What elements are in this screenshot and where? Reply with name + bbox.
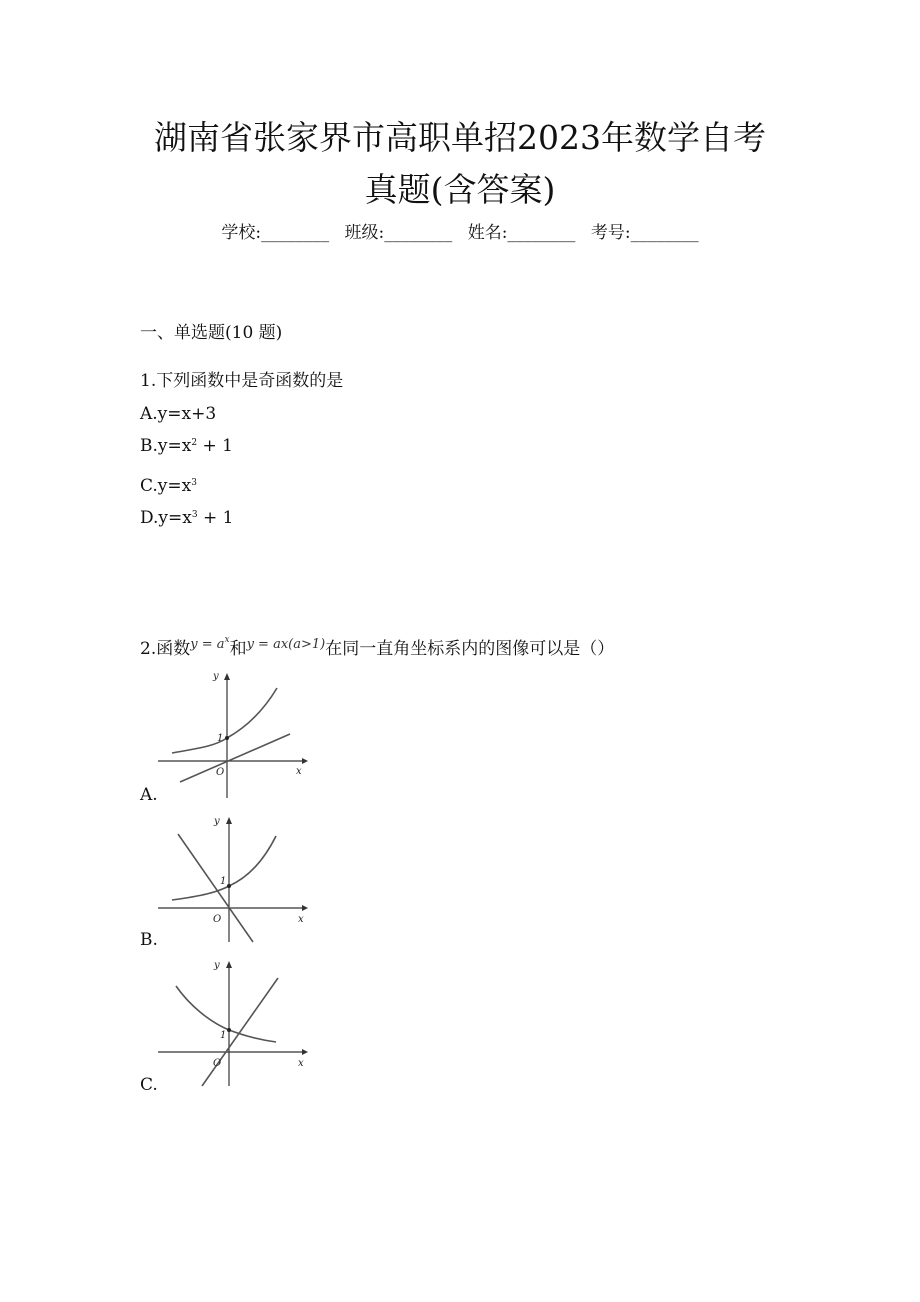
x-label: x — [296, 766, 302, 777]
x-label: x — [298, 914, 304, 925]
q1-c-sup: 3 — [191, 478, 197, 488]
q2-suffix: 在同一直角坐标系内的图像可以是（） — [325, 639, 615, 659]
school-field: 学校:________ — [221, 223, 330, 243]
graph-option-a — [150, 668, 320, 800]
q1-option-d — [140, 508, 233, 528]
q2-formula-1-sup: x — [224, 635, 230, 645]
point-one — [227, 1028, 231, 1032]
q2-prefix: 2.函数 — [140, 639, 191, 659]
q2-stem — [140, 634, 614, 659]
student-info — [0, 218, 920, 243]
page-title — [60, 112, 860, 216]
class-field: 班级:________ — [344, 223, 453, 243]
y-arrow — [226, 817, 232, 824]
section-title: 一、单选题(10 题) — [140, 323, 283, 343]
point-one — [225, 736, 229, 740]
q2-formula-2: y = ax(a>1) — [246, 637, 326, 652]
q1-option-c — [140, 476, 197, 496]
q1-b-suffix: + 1 — [197, 436, 233, 456]
number-field: 考号:________ — [590, 223, 699, 243]
one-label: 1 — [220, 1030, 227, 1041]
x-arrow — [302, 758, 308, 764]
linear-line — [178, 834, 253, 942]
x-arrow — [302, 905, 308, 911]
x-label: x — [298, 1058, 304, 1069]
q2-option-c-label: C. — [140, 1075, 158, 1095]
one-label: 1 — [217, 733, 224, 744]
origin-label: O — [213, 914, 222, 925]
q1-b-prefix: B.y=x — [140, 436, 192, 456]
exp-curve — [172, 688, 277, 753]
graph-option-b — [150, 812, 320, 944]
title-line-1: 湖南省张家界市高职单招2023年数学自考 — [154, 118, 766, 157]
q1-d-prefix: D.y=x — [140, 508, 192, 528]
q2-option-a-label: A. — [140, 785, 158, 805]
q1-option-b — [140, 436, 233, 456]
q1-stem: 1.下列函数中是奇函数的是 — [140, 371, 344, 391]
q2-mid: 和 — [229, 639, 247, 659]
q2-option-b-label: B. — [140, 930, 158, 950]
graph-option-c — [150, 956, 320, 1088]
point-one — [227, 884, 231, 888]
one-label: 1 — [220, 876, 227, 887]
q1-b-sup: 2 — [191, 438, 198, 448]
y-arrow — [224, 673, 230, 680]
y-arrow — [226, 961, 232, 968]
name-field: 姓名:________ — [467, 223, 576, 243]
origin-label: O — [213, 1058, 222, 1069]
y-label: y — [213, 671, 219, 682]
q1-d-sup: 3 — [191, 510, 198, 520]
q1-c-prefix: C.y=x — [140, 476, 192, 496]
x-arrow — [302, 1049, 308, 1055]
q1-d-suffix: + 1 — [197, 508, 234, 528]
q1-option-a: A.y=x+3 — [140, 404, 217, 424]
q2-formula-1: y = ax — [190, 635, 230, 652]
origin-label: O — [216, 767, 225, 778]
linear-line — [180, 734, 290, 782]
title-line-2: 真题(含答案) — [364, 170, 556, 209]
y-label: y — [214, 960, 220, 971]
linear-line — [202, 978, 278, 1086]
y-label: y — [214, 816, 220, 827]
exp-curve — [172, 836, 276, 900]
